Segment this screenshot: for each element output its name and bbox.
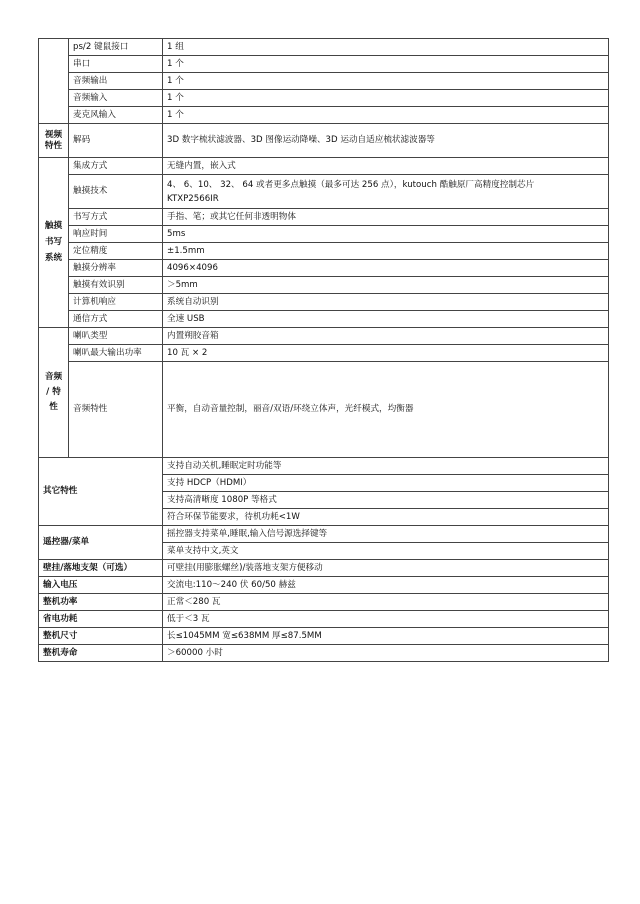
row-label: 整机寿命 — [39, 645, 163, 662]
group-title-line: 触摸 — [44, 221, 63, 231]
table-row — [39, 345, 609, 362]
ports-group-cell — [39, 39, 69, 124]
row-label: 通信方式 — [69, 311, 163, 328]
table-row — [39, 577, 609, 594]
table-row — [39, 277, 609, 294]
row-value: 手指、笔；或其它任何非透明物体 — [163, 209, 609, 226]
group-title-line: 音频 — [44, 372, 63, 382]
row-label: ps/2 键鼠接口 — [69, 39, 163, 56]
row-value: 可壁挂(用膨胀螺丝)/装落地支架方便移动 — [163, 560, 609, 577]
row-label: 壁挂/落地支架（可选） — [39, 560, 163, 577]
row-value: 长≤1045MM 宽≤638MM 厚≤87.5MM — [163, 628, 609, 645]
row-value: 正常＜280 瓦 — [163, 594, 609, 611]
table-row — [39, 260, 609, 277]
row-label: 定位精度 — [69, 243, 163, 260]
group-title-line: 性 — [49, 402, 58, 412]
row-label: 音频特性 — [69, 362, 163, 458]
audio-group-title — [39, 328, 69, 458]
row-value: 1 组 — [163, 39, 609, 56]
table-row — [39, 294, 609, 311]
table-row — [39, 73, 609, 90]
table-row — [39, 645, 609, 662]
row-label: 麦克风输入 — [69, 107, 163, 124]
table-row — [39, 362, 609, 458]
row-label: 喇叭最大输出功率 — [69, 345, 163, 362]
value-line: KTXP2566IR — [167, 193, 219, 204]
table-row — [39, 611, 609, 628]
row-value: ±1.5mm — [163, 243, 609, 260]
table-row — [39, 107, 609, 124]
table-row — [39, 560, 609, 577]
table-row — [39, 311, 609, 328]
row-value: 支持 HDCP（HDMI） — [163, 475, 609, 492]
row-value: 1 个 — [163, 73, 609, 90]
row-label: 省电功耗 — [39, 611, 163, 628]
row-value: 符合环保节能要求，待机功耗<1W — [163, 509, 609, 526]
row-label: 整机尺寸 — [39, 628, 163, 645]
row-value: 1 个 — [163, 107, 609, 124]
row-value: 内置朔胶音箱 — [163, 328, 609, 345]
row-label: 响应时间 — [69, 226, 163, 243]
row-value: 无缝内置，嵌入式 — [163, 158, 609, 175]
table-row — [39, 628, 609, 645]
row-label: 音频输入 — [69, 90, 163, 107]
row-value: ＞60000 小时 — [163, 645, 609, 662]
row-label: 触摸技术 — [69, 175, 163, 209]
video-group-title — [39, 124, 69, 158]
row-label: 音频输出 — [69, 73, 163, 90]
row-value: 平衡，自动音量控制，丽音/双语/环绕立体声，光纤模式，均衡器 — [163, 362, 609, 458]
row-label: 触摸有效识别 — [69, 277, 163, 294]
row-value: 菜单支持中文,英文 — [163, 543, 609, 560]
table-row — [39, 594, 609, 611]
table-row — [39, 328, 609, 345]
row-value: 低于＜3 瓦 — [163, 611, 609, 628]
table-row — [39, 90, 609, 107]
row-value: 支持高清晰度 1080P 等格式 — [163, 492, 609, 509]
row-value: 4096×4096 — [163, 260, 609, 277]
row-value: 1 个 — [163, 56, 609, 73]
value-line: 4、 6、10、 32、 64 或者更多点触摸（最多可达 256 点），kutouch 酷触原厂高精度控制芯片 — [167, 179, 535, 190]
row-value: 摇控器支持菜单,睡眠,输入信号源选择键等 — [163, 526, 609, 543]
row-value — [163, 175, 609, 209]
group-title-line: / 特 — [46, 387, 61, 397]
row-label: 集成方式 — [69, 158, 163, 175]
table-row — [39, 526, 609, 543]
group-title-line: 书写 — [44, 237, 63, 247]
row-label: 串口 — [69, 56, 163, 73]
table-row — [39, 243, 609, 260]
row-label: 计算机响应 — [69, 294, 163, 311]
row-value: 1 个 — [163, 90, 609, 107]
row-value: 全速 USB — [163, 311, 609, 328]
row-value: 系统自动识别 — [163, 294, 609, 311]
remote-group-title: 遥控器/菜单 — [39, 526, 163, 560]
table-row — [39, 175, 609, 209]
table-row — [39, 124, 609, 158]
table-row — [39, 39, 609, 56]
spec-table — [38, 38, 609, 662]
row-label: 输入电压 — [39, 577, 163, 594]
group-title-line: 视频 — [44, 129, 63, 140]
row-value: 支持自动关机,睡眠定时功能等 — [163, 458, 609, 475]
table-row — [39, 209, 609, 226]
touch-group-title — [39, 158, 69, 328]
table-row — [39, 56, 609, 73]
row-label: 喇叭类型 — [69, 328, 163, 345]
row-value: 交流电:110～240 伏 60/50 赫兹 — [163, 577, 609, 594]
row-label: 整机功率 — [39, 594, 163, 611]
table-row — [39, 226, 609, 243]
other-group-title: 其它特性 — [39, 458, 163, 526]
group-title-line: 系统 — [44, 253, 63, 263]
table-row — [39, 158, 609, 175]
row-value: 5ms — [163, 226, 609, 243]
row-label: 书写方式 — [69, 209, 163, 226]
group-title-line: 特性 — [44, 140, 63, 151]
row-value: 10 瓦 × 2 — [163, 345, 609, 362]
row-label: 触摸分辨率 — [69, 260, 163, 277]
row-value: ＞5mm — [163, 277, 609, 294]
row-value: 3D 数字梳状滤波器、3D 图像运动降噪、3D 运动自适应梳状滤波器等 — [163, 124, 609, 158]
row-label: 解码 — [69, 124, 163, 158]
table-row — [39, 458, 609, 475]
